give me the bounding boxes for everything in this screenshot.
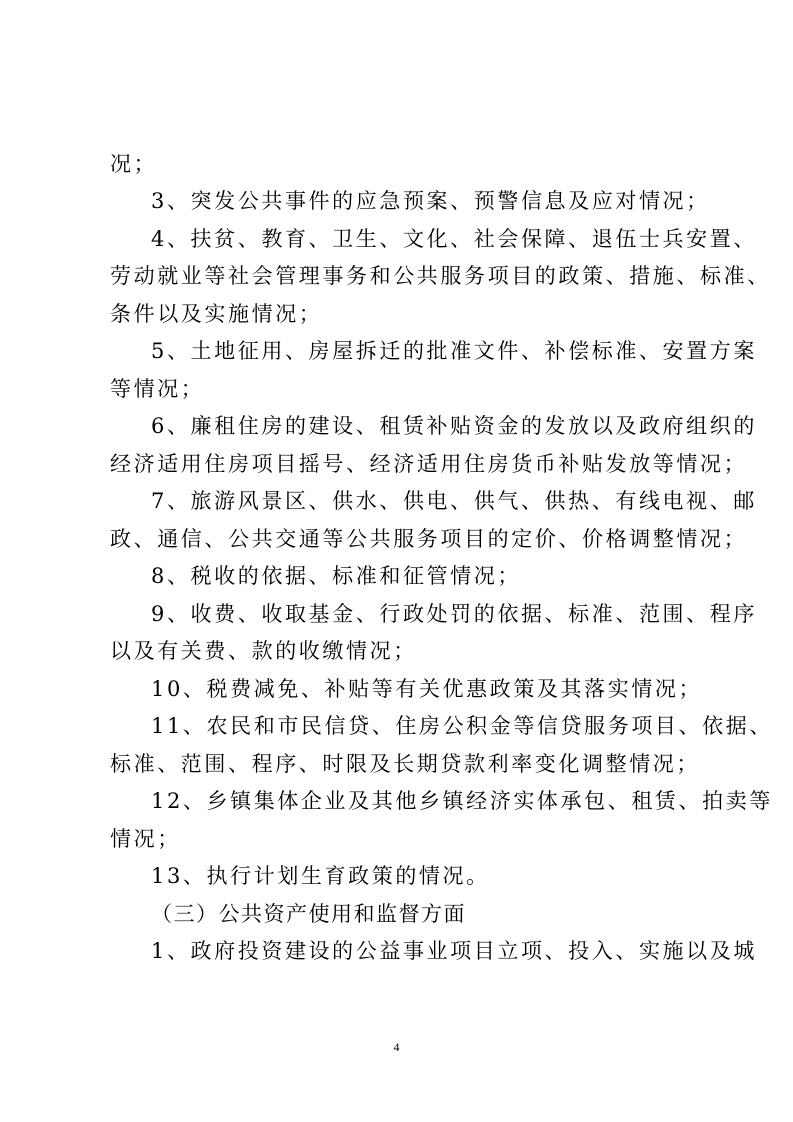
page-number: 4	[393, 1040, 400, 1054]
list-item-10: 10、税费减免、补贴等有关优惠政策及其落实情况；	[151, 677, 703, 701]
list-item-5: 5、土地征用、房屋拆迁的批准文件、补偿标准、安置方案	[151, 339, 757, 363]
text-line: 劳动就业等社会管理事务和公共服务项目的政策、措施、标准、	[110, 264, 771, 288]
text-line: 条件以及实施情况；	[110, 302, 323, 326]
list-item-7: 7、旅游风景区、供水、供电、供气、供热、有线电视、邮	[151, 489, 757, 513]
list-item-1: 1、政府投资建设的公益事业项目立项、投入、实施以及城	[151, 939, 757, 963]
text-line: 政、通信、公共交通等公共服务项目的定价、价格调整情况；	[110, 527, 748, 551]
section-heading: （三）公共资产使用和监督方面	[151, 902, 466, 926]
text-line: 经济适用住房项目摇号、经济适用住房货币补贴发放等情况；	[110, 452, 748, 476]
list-item-8: 8、税收的依据、标准和征管情况；	[151, 564, 521, 588]
list-item-13: 13、执行计划生育政策的情况。	[151, 864, 490, 888]
list-item-11: 11、农民和市民信贷、住房公积金等信贷服务项目、依据、	[151, 714, 773, 738]
text-line: 等情况；	[110, 377, 205, 401]
text-line: 情况；	[110, 827, 181, 851]
list-item-3: 3、突发公共事件的应急预案、预警信息及应对情况；	[151, 189, 710, 213]
list-item-6: 6、廉租住房的建设、租赁补贴资金的发放以及政府组织的	[151, 414, 757, 438]
text-line: 标准、范围、程序、时限及长期贷款利率变化调整情况；	[110, 752, 700, 776]
text-line: 况；	[110, 152, 158, 176]
list-item-9: 9、收费、收取基金、行政处罚的依据、标准、范围、程序	[151, 602, 757, 626]
list-item-12: 12、乡镇集体企业及其他乡镇经济实体承包、租赁、拍卖等	[151, 789, 773, 813]
list-item-4: 4、扶贫、教育、卫生、文化、社会保障、退伍士兵安置、	[151, 227, 757, 251]
text-line: 以及有关费、款的收缴情况；	[110, 639, 417, 663]
